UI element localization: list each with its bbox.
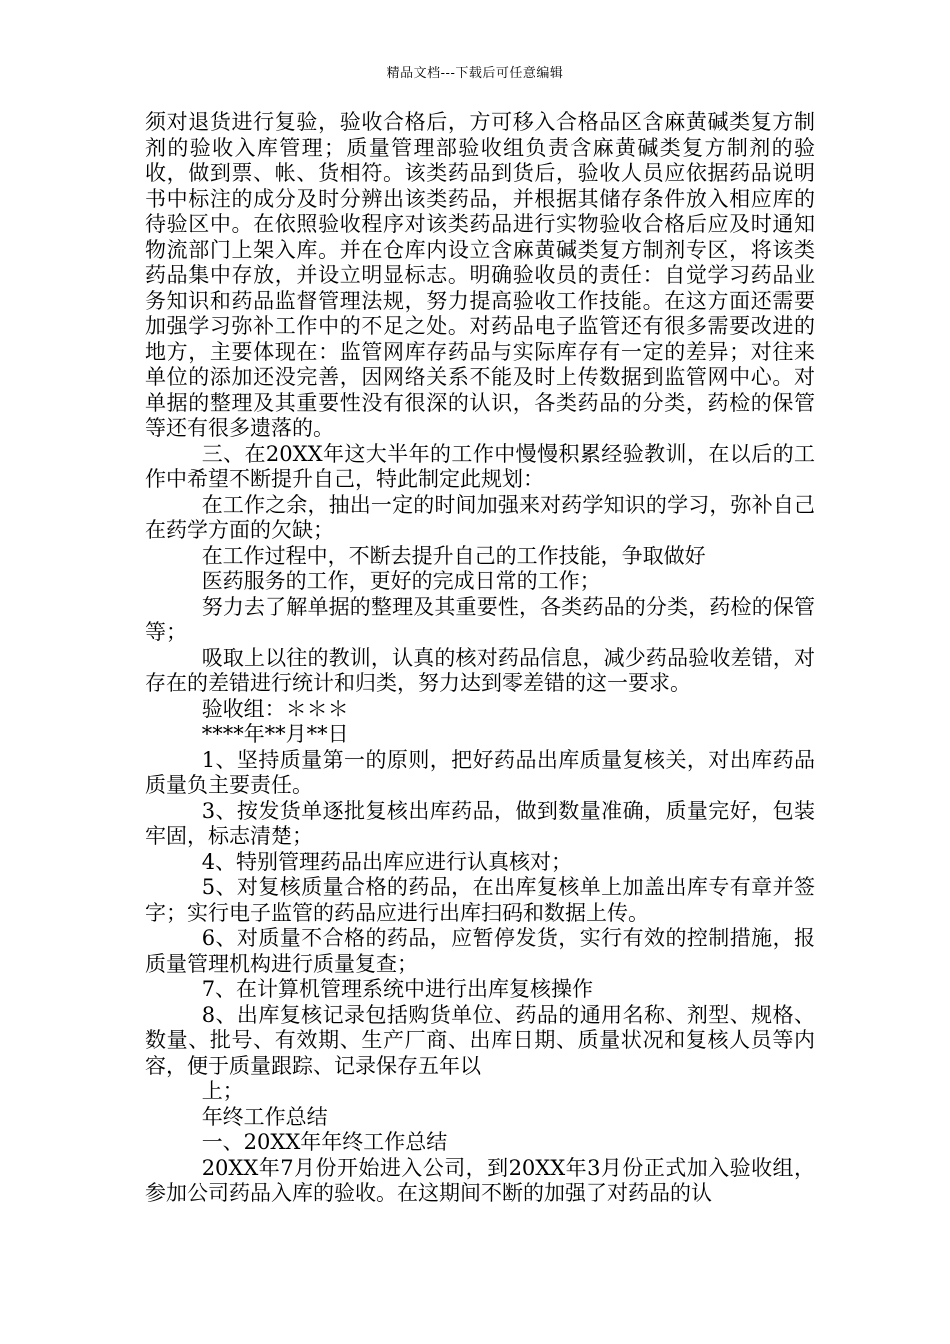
list-item-5: 5、对复核质量合格的药品，在出库复核单上加盖出库专有章并签字；实行电子监管的药品应进行出库扫码和数据上传。: [145, 875, 815, 925]
list-item-3: 3、按发货单逐批复核出库药品，做到数量准确，质量完好，包装牢固，标志清楚；: [145, 798, 815, 848]
paragraph-plan-skills-line2: 医药服务的工作，更好的完成日常的工作；: [201, 569, 601, 593]
list-item-8-continuation: 上；: [201, 1079, 244, 1103]
paragraph-acceptance-management: 须对退货进行复验，验收合格后，方可移入合格品区含麻黄碱类复方制剂的验收入库管理；质量管理部验收组负责含麻黄碱类复方制剂的验收，做到票、帐、货相符。该类药品到货后，验收人员应依据药品说明书中标注的成分及时分辨出该类药品，并根据其储存条件放入相应库的待验区中。在依照验收程序对该类药品进行实物验收合格后应及时通知物流部门上架入库。并在仓库内设立含麻黄碱类复方制剂专区，将该类药品集中存放，并设立明显标志。明确验收员的责任：自觉学习药品业务知识和药品监督管理法规，努力提高验收工作技能。在这方面还需要加强学习弥补工作中的不足之处。对药品电子监管还有很多需要改进的地方，主要体现在：监管网库存药品与实际库存有一定的差异；对往来单位的添加还没完善，因网络关系不能及时上传数据到监管网中心。对单据的整理及其重要性没有很深的认识，各类药品的分类，药检的保管等还有很多遗落的。: [145, 110, 815, 440]
section-heading: 一、20XX年年终工作总结: [201, 1130, 448, 1154]
list-item-8: 8、出库复核记录包括购货单位、药品的通用名称、剂型、规格、数量、批号、有效期、生产厂商、出库日期、质量状况和复核人员等内容，便于质量跟踪、记录保存五年以: [145, 1002, 815, 1078]
document-body: [145, 110, 815, 1207]
signature-group: 验收组：＊＊＊: [201, 696, 349, 721]
section-title: 年终工作总结: [201, 1104, 328, 1129]
paragraph-plan-documents: 努力去了解单据的整理及其重要性，各类药品的分类，药检的保管等；: [145, 594, 815, 644]
list-item-1: 1、坚持质量第一的原则，把好药品出库质量复核关，对出库药品质量负主要责任。: [145, 747, 815, 797]
paragraph-plan-study: 在工作之余，抽出一定的时间加强来对药学知识的学习，弥补自己在药学方面的欠缺；: [145, 492, 815, 542]
list-item-6: 6、对质量不合格的药品，应暂停发货，实行有效的控制措施，报质量管理机构进行质量复查；: [145, 926, 815, 976]
page-header: 精品文档---下载后可任意编辑: [386, 66, 564, 81]
paragraph-year-summary: 20XX年7月份开始进入公司，到20XX年3月份正式加入验收组，参加公司药品入库的验收。在这期间不断的加强了对药品的认: [145, 1155, 815, 1205]
signature-date: ****年**月**日: [201, 722, 349, 746]
list-item-7: 7、在计算机管理系统中进行出库复核操作: [201, 977, 594, 1001]
paragraph-plan-skills-line1: 在工作过程中，不断去提升自己的工作技能，争取做好: [201, 543, 706, 568]
list-item-4: 4、特别管理药品出库应进行认真核对；: [201, 849, 573, 874]
paragraph-section-three-intro: 三、在20XX年这大半年的工作中慢慢积累经验教训，在以后的工作中希望不断提升自己，特此制定此规划：: [145, 441, 815, 491]
paragraph-plan-zero-error: 吸取上以往的教训，认真的核对药品信息，减少药品验收差错，对存在的差错进行统计和归类，努力达到零差错的这一要求。: [145, 645, 815, 695]
